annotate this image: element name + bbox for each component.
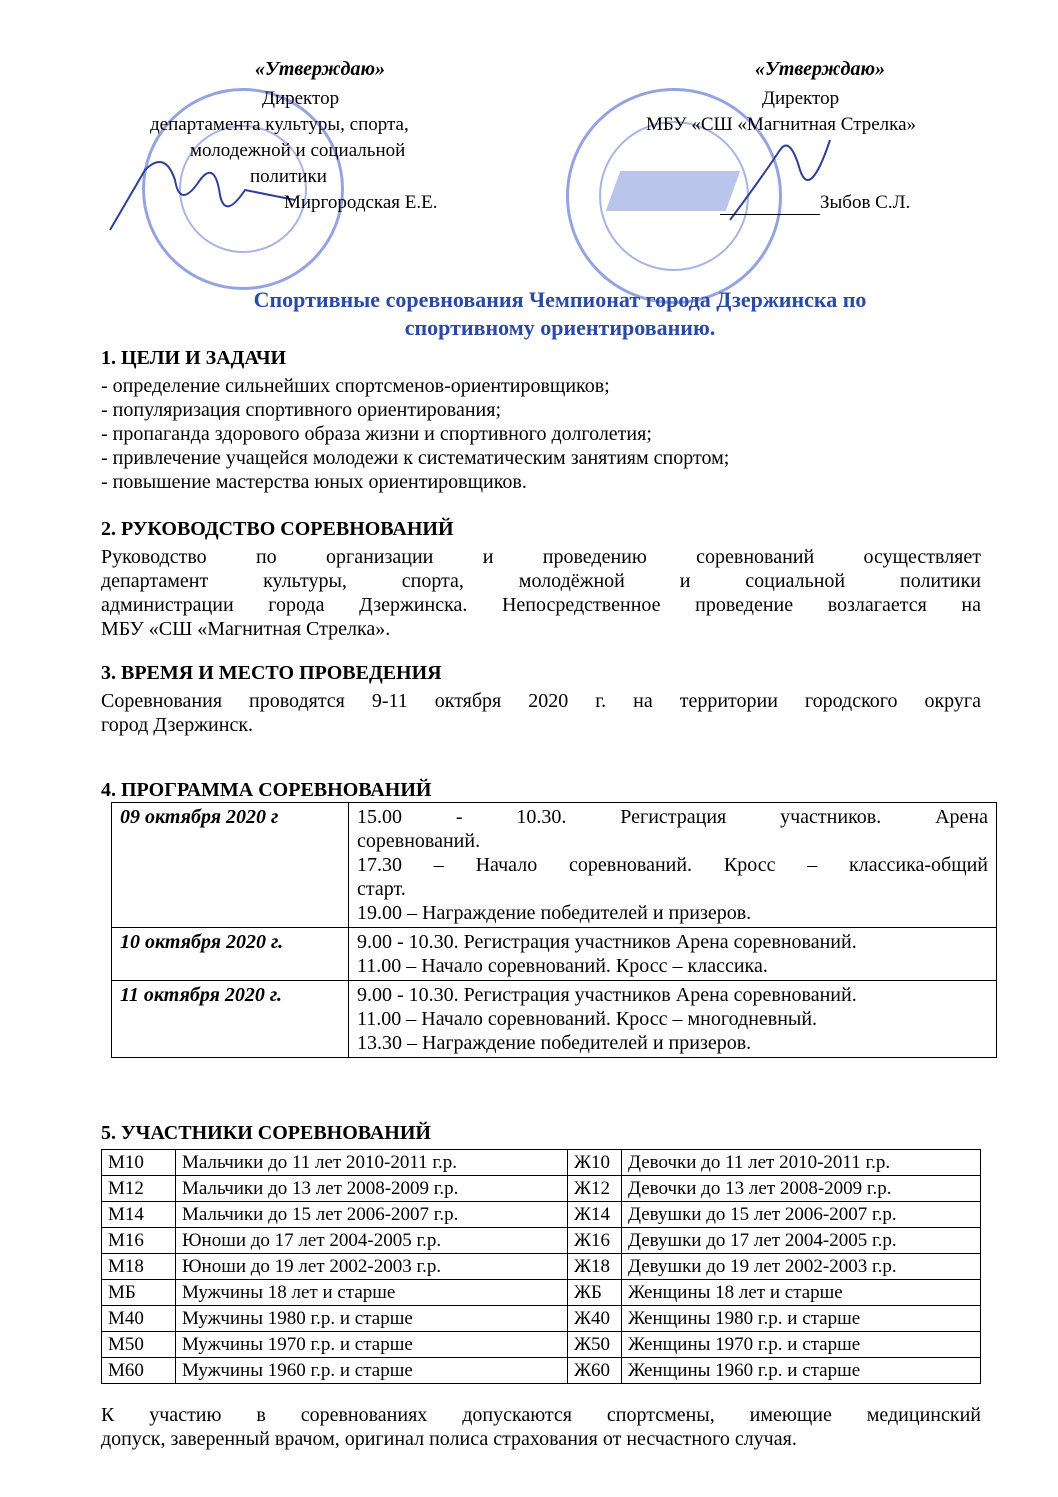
table-row	[102, 1332, 981, 1358]
paragraph-line: МБУ «СШ «Магнитная Стрелка».	[101, 618, 391, 640]
paragraph-line: К участию в соревнованиях допускаются спортсмены, имеющие медицинский	[101, 1404, 981, 1426]
program-line: 11.00 – Начало соревнований. Кросс – многодневный.	[357, 1008, 818, 1030]
group-code-female: Ж60	[568, 1358, 622, 1384]
group-code-female: Ж12	[568, 1176, 622, 1202]
program-date: 10 октября 2020 г.	[112, 928, 349, 981]
table-row	[102, 1150, 981, 1176]
program-table	[111, 802, 997, 1058]
group-desc-female: Женщины 1970 г.р. и старше	[622, 1332, 981, 1358]
group-code-female: Ж18	[568, 1254, 622, 1280]
group-desc-male: Мужчины 18 лет и старше	[176, 1280, 568, 1306]
paragraph-line: допуск, заверенный врачом, оригинал полиса страхования от несчастного случая.	[101, 1428, 797, 1450]
group-code-male: М10	[102, 1150, 176, 1176]
table-row	[102, 1228, 981, 1254]
group-desc-male: Юноши до 17 лет 2004-2005 г.р.	[176, 1228, 568, 1254]
paragraph-line: Руководство по организации и проведению соревнований осуществляет	[101, 546, 981, 568]
list-item: - популяризация спортивного ориентирования;	[101, 399, 502, 421]
group-desc-male: Мужчины 1980 г.р. и старше	[176, 1306, 568, 1332]
program-line: 19.00 – Награждение победителей и призеров.	[357, 902, 752, 924]
program-details	[349, 928, 997, 981]
group-desc-male: Мужчины 1970 г.р. и старше	[176, 1332, 568, 1358]
approve-right-sign-line	[720, 214, 820, 215]
group-code-male: М40	[102, 1306, 176, 1332]
approve-right-line-2: МБУ «СШ «Магнитная Стрелка»	[646, 114, 917, 135]
group-desc-female: Девушки до 19 лет 2002-2003 г.р.	[622, 1254, 981, 1280]
section-5-note	[101, 1403, 981, 1451]
program-line: старт.	[357, 878, 406, 900]
paragraph-line: администрации города Дзержинска. Непосредственное проведение возлагается на	[101, 594, 981, 616]
group-desc-male: Мальчики до 11 лет 2010-2011 г.р.	[176, 1150, 568, 1176]
group-code-male: М18	[102, 1254, 176, 1280]
approve-right-line-3: Зыбов С.Л.	[820, 192, 911, 213]
program-line: 15.00 - 10.30. Регистрация участников. Арена	[357, 806, 988, 828]
group-code-male: М50	[102, 1332, 176, 1358]
group-code-male: М16	[102, 1228, 176, 1254]
table-row	[102, 1306, 981, 1332]
approve-left-title: «Утверждаю»	[254, 58, 386, 80]
approve-left-line-5: Миргородская Е.Е.	[284, 192, 438, 213]
group-code-female: Ж16	[568, 1228, 622, 1254]
document-title	[100, 286, 1020, 342]
paragraph-line: департамент культуры, спорта, молодёжной и социальной политики	[101, 570, 981, 592]
group-code-female: Ж14	[568, 1202, 622, 1228]
program-details	[349, 803, 997, 928]
table-row	[112, 981, 997, 1058]
table-row	[112, 928, 997, 981]
group-desc-female: Женщины 18 лет и старше	[622, 1280, 981, 1306]
approve-left-line-4: политики	[250, 166, 327, 187]
group-desc-female: Девочки до 11 лет 2010-2011 г.р.	[622, 1150, 981, 1176]
approve-left-block	[140, 58, 500, 81]
table-row	[102, 1280, 981, 1306]
signature-right	[720, 130, 840, 230]
section-2-heading: 2. РУКОВОДСТВО СОРЕВНОВАНИЙ	[101, 518, 454, 540]
approve-right-block	[700, 58, 940, 81]
group-desc-male: Юноши до 19 лет 2002-2003 г.р.	[176, 1254, 568, 1280]
section-3-text	[101, 689, 981, 737]
program-line: 17.30 – Начало соревнований. Кросс – классика-общий	[357, 854, 988, 876]
program-line: 9.00 - 10.30. Регистрация участников Арена соревнований.	[357, 984, 857, 1006]
approve-right-title: «Утверждаю»	[754, 58, 886, 80]
group-code-female: Ж10	[568, 1150, 622, 1176]
section-1-list	[101, 374, 981, 494]
participants-table	[101, 1149, 981, 1384]
group-code-male: М12	[102, 1176, 176, 1202]
list-item: - определение сильнейших спортсменов-ориентировщиков;	[101, 375, 610, 397]
group-desc-female: Женщины 1980 г.р. и старше	[622, 1306, 981, 1332]
section-1-heading: 1. ЦЕЛИ И ЗАДАЧИ	[101, 347, 287, 369]
program-line: 11.00 – Начало соревнований. Кросс – классика.	[357, 955, 768, 977]
group-desc-female: Женщины 1960 г.р. и старше	[622, 1358, 981, 1384]
group-desc-female: Девочки до 13 лет 2008-2009 г.р.	[622, 1176, 981, 1202]
program-date: 11 октября 2020 г.	[112, 981, 349, 1058]
program-details	[349, 981, 997, 1058]
program-line: соревнований.	[357, 830, 481, 852]
paragraph-line: город Дзержинск.	[101, 714, 254, 736]
approve-left-line-1: Директор	[262, 88, 340, 109]
section-3-heading: 3. ВРЕМЯ И МЕСТО ПРОВЕДЕНИЯ	[101, 662, 442, 684]
section-2-text	[101, 545, 981, 641]
approve-left-line-3: молодежной и социальной	[190, 140, 406, 161]
program-line: 13.30 – Награждение победителей и призеров.	[357, 1032, 752, 1054]
table-row	[102, 1254, 981, 1280]
program-line: 9.00 - 10.30. Регистрация участников Арена соревнований.	[357, 931, 857, 953]
group-code-female: ЖБ	[568, 1280, 622, 1306]
paragraph-line: Соревнования проводятся 9-11 октября 2020 г. на территории городского округа	[101, 690, 981, 712]
group-desc-female: Девушки до 15 лет 2006-2007 г.р.	[622, 1202, 981, 1228]
group-code-female: Ж50	[568, 1332, 622, 1358]
table-row	[112, 803, 997, 928]
group-desc-male: Мальчики до 13 лет 2008-2009 г.р.	[176, 1176, 568, 1202]
approve-right-line-1: Директор	[762, 88, 840, 109]
signature-left	[105, 150, 305, 240]
program-date: 09 октября 2020 г	[112, 803, 349, 928]
table-row	[102, 1202, 981, 1228]
group-code-male: МБ	[102, 1280, 176, 1306]
group-desc-male: Мужчины 1960 г.р. и старше	[176, 1358, 568, 1384]
group-code-male: М60	[102, 1358, 176, 1384]
table-row	[102, 1358, 981, 1384]
group-code-female: Ж40	[568, 1306, 622, 1332]
section-5-heading: 5. УЧАСТНИКИ СОРЕВНОВАНИЙ	[101, 1122, 431, 1144]
group-desc-female: Девушки до 17 лет 2004-2005 г.р.	[622, 1228, 981, 1254]
group-desc-male: Мальчики до 15 лет 2006-2007 г.р.	[176, 1202, 568, 1228]
list-item: - пропаганда здорового образа жизни и спортивного долголетия;	[101, 423, 652, 445]
approve-left-line-2: департамента культуры, спорта,	[150, 114, 409, 135]
document-title-line-2: спортивному ориентированию.	[404, 315, 716, 340]
group-code-male: М14	[102, 1202, 176, 1228]
list-item: - повышение мастерства юных ориентировщиков.	[101, 471, 527, 493]
table-row	[102, 1176, 981, 1202]
document-title-line-1: Спортивные соревнования Чемпионат города Дзержинска по	[253, 287, 867, 312]
list-item: - привлечение учащейся молодежи к систематическим занятиям спортом;	[101, 447, 730, 469]
section-4-heading: 4. ПРОГРАММА СОРЕВНОВАНИЙ	[101, 779, 432, 801]
